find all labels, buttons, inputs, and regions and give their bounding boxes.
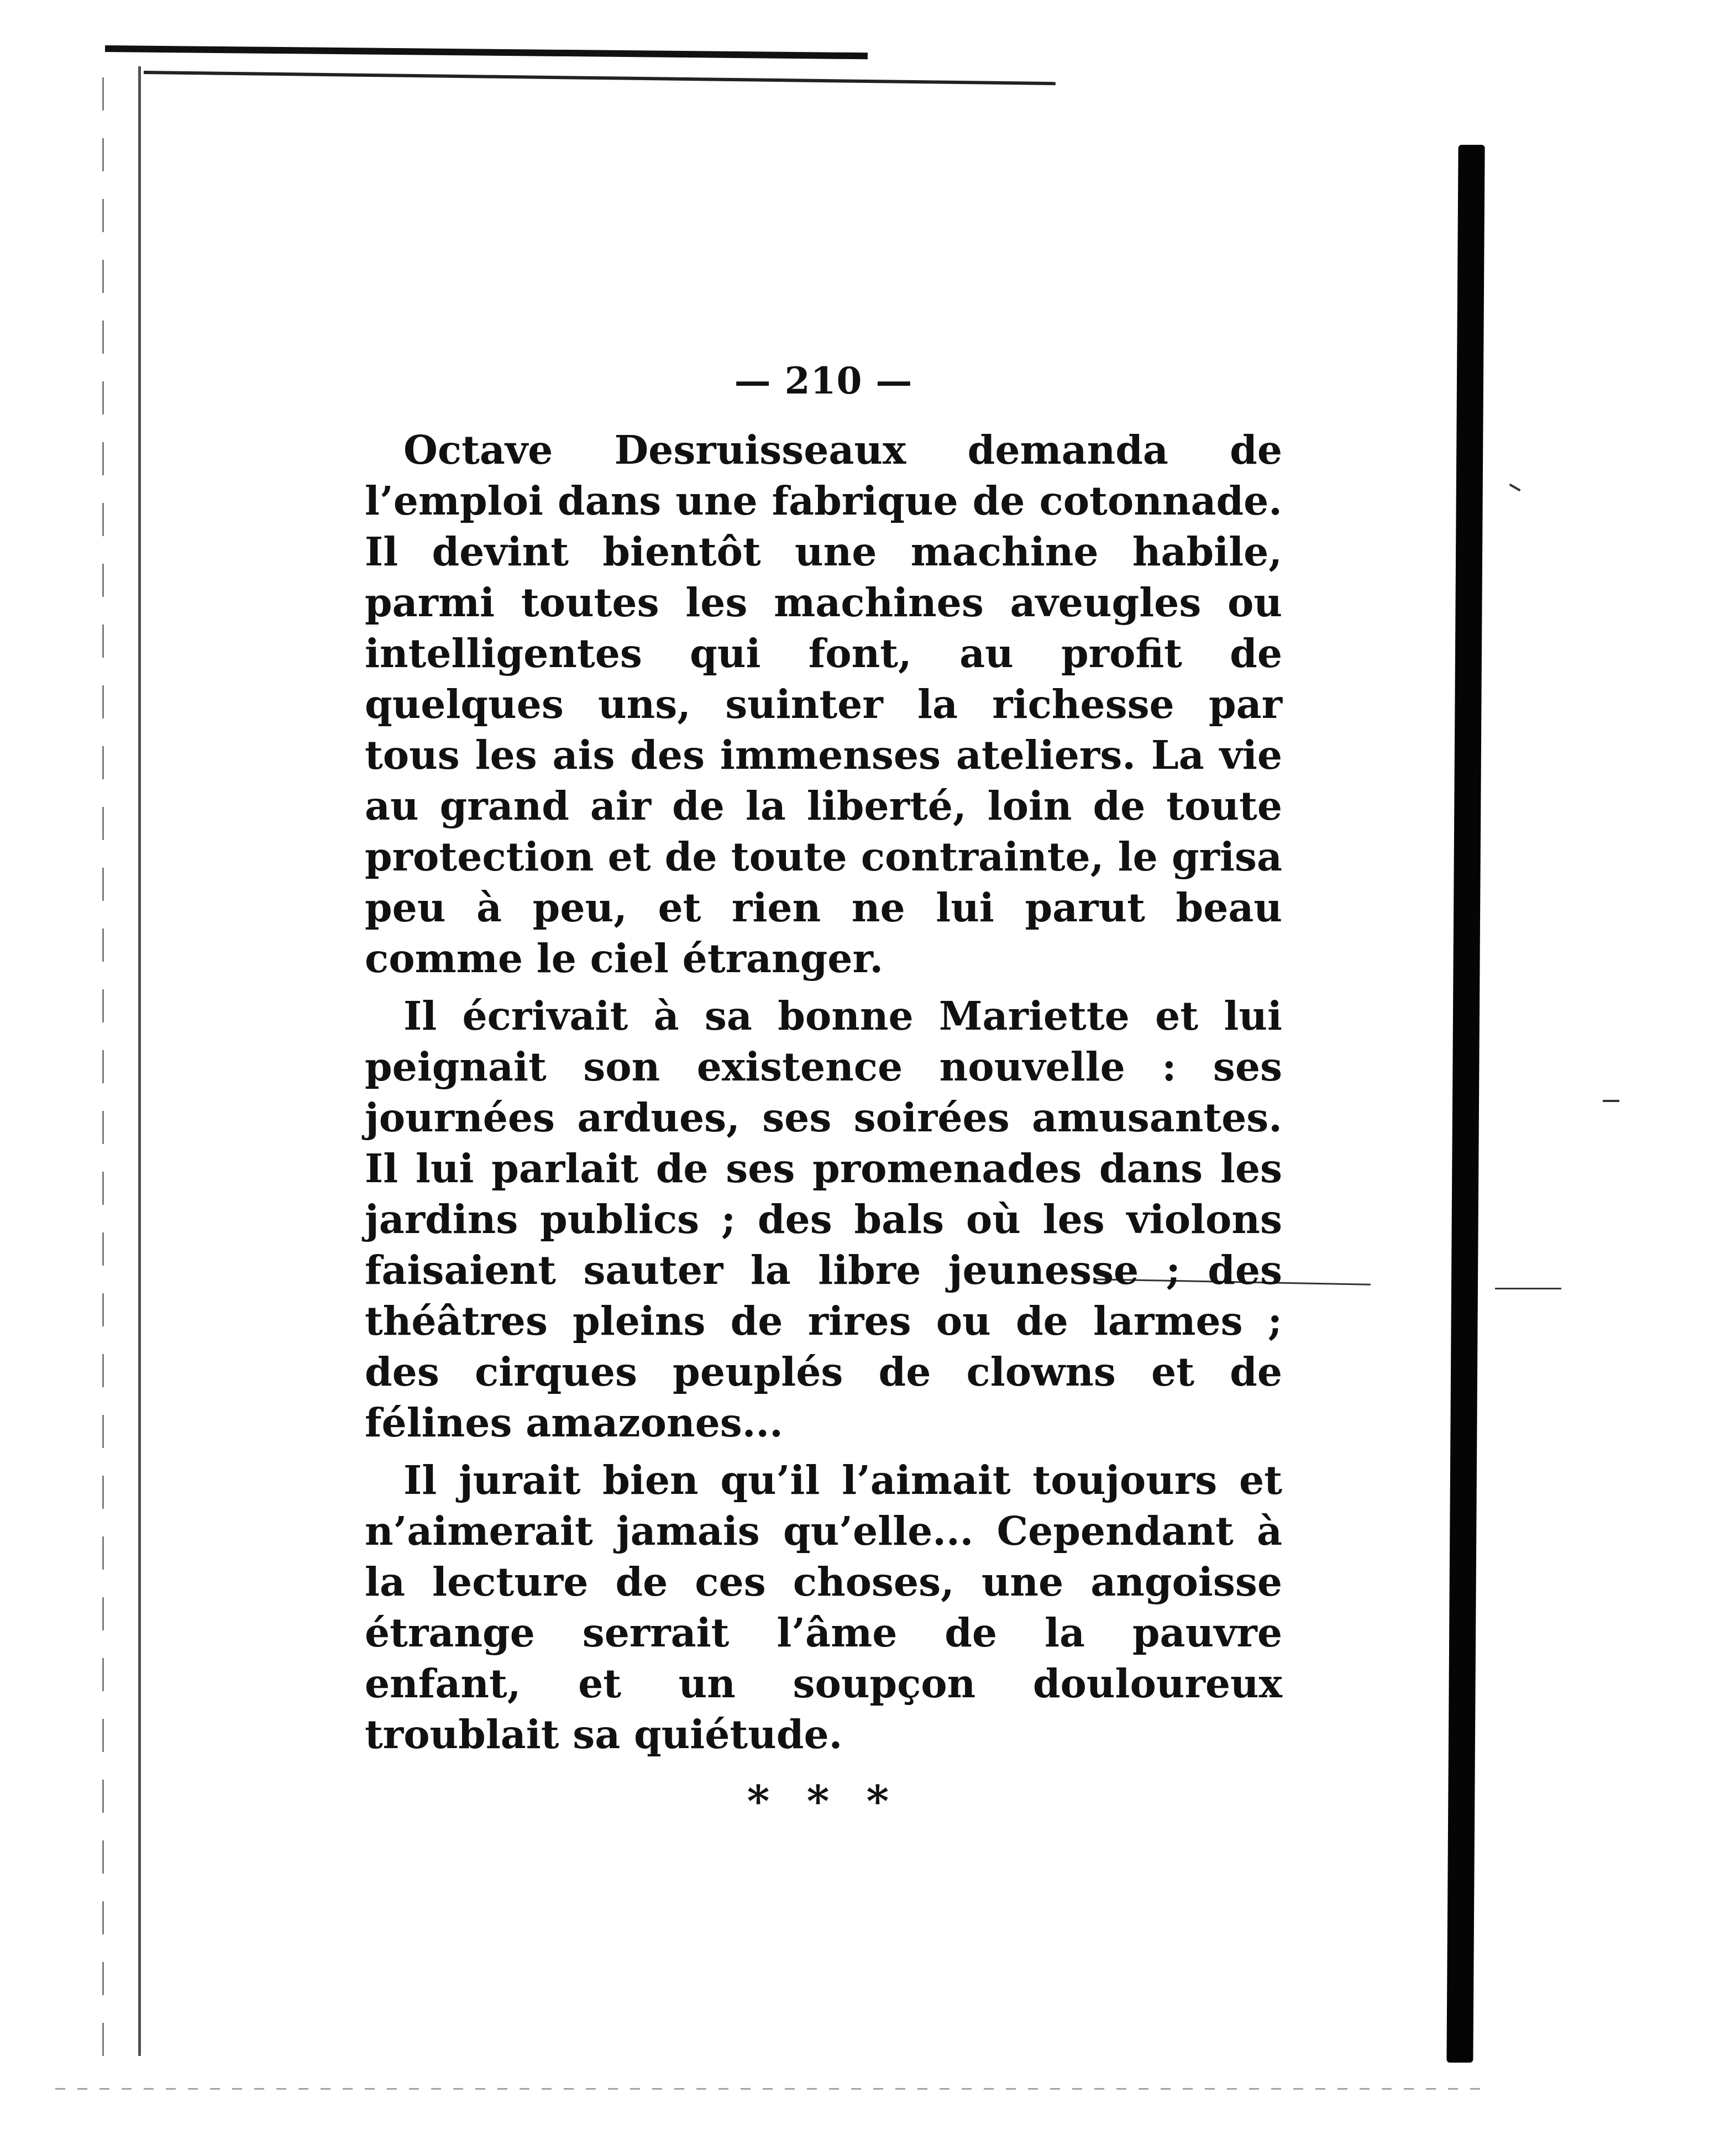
paragraph-1: Octave Desruisseaux demanda de l’emploi dans une fabrique de cotonnade. Il devint bientôt une machine habile, parmi toutes les machines aveugles ou intelligentes qui font, au profit de quelques uns, suinter la richesse par tous les ais des immenses ateliers. La vie au grand air de la liberté, loin de toute protection et de toute contrainte, le grisa peu à peu, et rien ne lui parut beau comme le ciel étranger.	[365, 427, 1282, 982]
scan-bottom-noise	[55, 2088, 1492, 2090]
scan-left-edge	[138, 66, 141, 2056]
scan-top-rule-thin	[144, 71, 1056, 85]
paragraph-3: Il jurait bien qu’il l’aimait toujours et n’aimerait jamais qu’elle... Cependant à la lecture de ces choses, une angoisse étrange serrait l’âme de la pauvre enfant, et un soupçon douloureux troublait sa quiétude.	[365, 1457, 1282, 1758]
scan-left-edge-dashed	[102, 77, 104, 2078]
paragraph-2: Il écrivait à sa bonne Mariette et lui peignait son existence nouvelle : ses journées ardues, ses soirées amusantes. Il lui parlait de ses promenades dans les jardins publics ; des bals où les violons faisaient sauter la libre jeunesse ; des théâtres pleins de rires ou de larmes ; des cirques peuplés de clowns et de félines amazones...	[365, 993, 1282, 1446]
scan-speck	[1495, 1288, 1561, 1289]
page-number: — 210 —	[734, 359, 913, 402]
book-page	[365, 359, 1282, 1827]
scan-speck	[1603, 1100, 1619, 1102]
scan-right-binding-shadow	[1446, 145, 1485, 2063]
scan-top-rule	[105, 45, 868, 59]
section-separator: * * *	[747, 1776, 900, 1827]
scan-speck	[1509, 484, 1520, 491]
